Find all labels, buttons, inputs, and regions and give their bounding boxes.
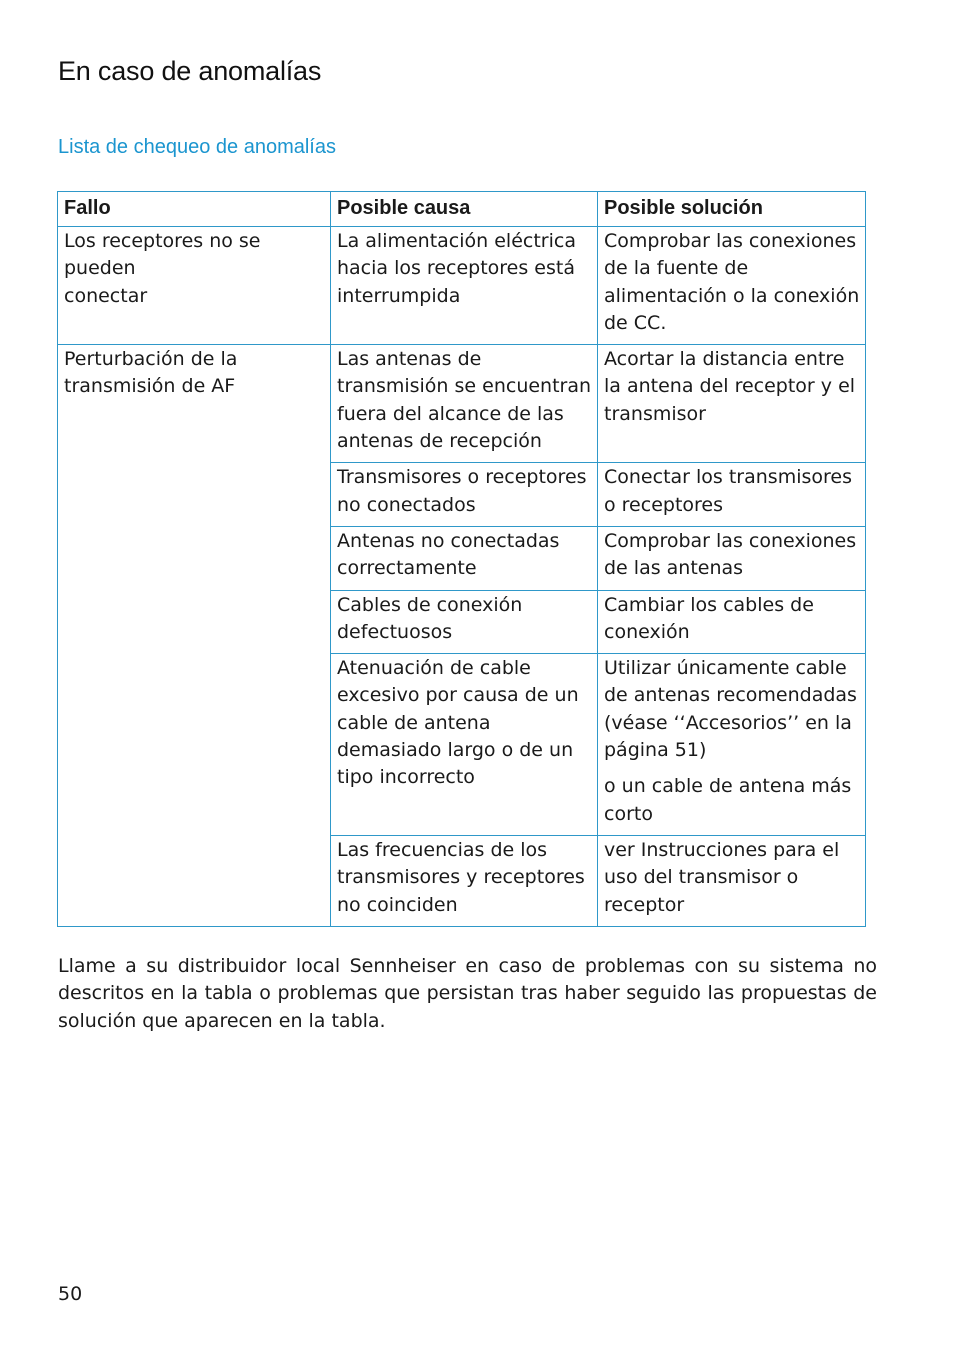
solution-cell: Comprobar las conexiones de las antenas xyxy=(598,526,866,590)
header-cause: Posible causa xyxy=(331,192,598,227)
cause-cell: Cables de conexión defectuosos xyxy=(331,590,598,654)
section-heading: Lista de chequeo de anomalías xyxy=(58,136,336,158)
cause-cell: Transmisores o receptores no conectados xyxy=(331,463,598,527)
fault-text-line: Los receptores no se pueden xyxy=(64,230,261,280)
cause-cell: Atenuación de cable excesivo por causa de un cable de antena demasiado largo o de un tipo incorrecto xyxy=(331,654,598,836)
cause-cell: Antenas no conectadas correctamente xyxy=(331,526,598,590)
page-number: 50 xyxy=(58,1283,83,1305)
page-title: En caso de anomalías xyxy=(58,56,322,86)
table-row xyxy=(58,345,866,463)
support-note: Llame a su distribuidor local Sennheiser en caso de problemas con su sistema no descritos en la tabla o problemas que persistan tras haber seguido las propuestas de solución que aparecen en la tabla. xyxy=(58,955,877,1032)
troubleshooting-table xyxy=(57,191,866,927)
solution-cell: Comprobar las conexiones de la fuente de alimentación o la conexión de CC. xyxy=(598,227,866,345)
table-header-row xyxy=(58,192,866,227)
solution-text-extra: o un cable de antena más corto xyxy=(604,775,852,825)
solution-text: Utilizar únicamente cable de antenas recomendadas (véase ‘‘Accesorios’’ en la página 51) xyxy=(604,657,857,762)
fault-text-line: conectar xyxy=(64,284,148,307)
solution-cell xyxy=(598,654,866,836)
cause-cell: Las frecuencias de los transmisores y receptores no coinciden xyxy=(331,835,598,926)
solution-cell: Cambiar los cables de conexión xyxy=(598,590,866,654)
table-row xyxy=(58,227,866,345)
fault-cell xyxy=(58,227,331,345)
header-solution: Posible solución xyxy=(598,192,866,227)
header-fault: Fallo xyxy=(58,192,331,227)
solution-cell: ver Instrucciones para el uso del transmisor o receptor xyxy=(598,835,866,926)
solution-cell: Acortar la distancia entre la antena del receptor y el transmisor xyxy=(598,345,866,463)
cause-cell: Las antenas de transmisión se encuentran fuera del alcance de las antenas de recepción xyxy=(331,345,598,463)
cause-cell: La alimentación eléctrica hacia los receptores está interrumpida xyxy=(331,227,598,345)
solution-cell: Conectar los transmisores o receptores xyxy=(598,463,866,527)
fault-cell: Perturbación de la transmisión de AF xyxy=(58,345,331,927)
